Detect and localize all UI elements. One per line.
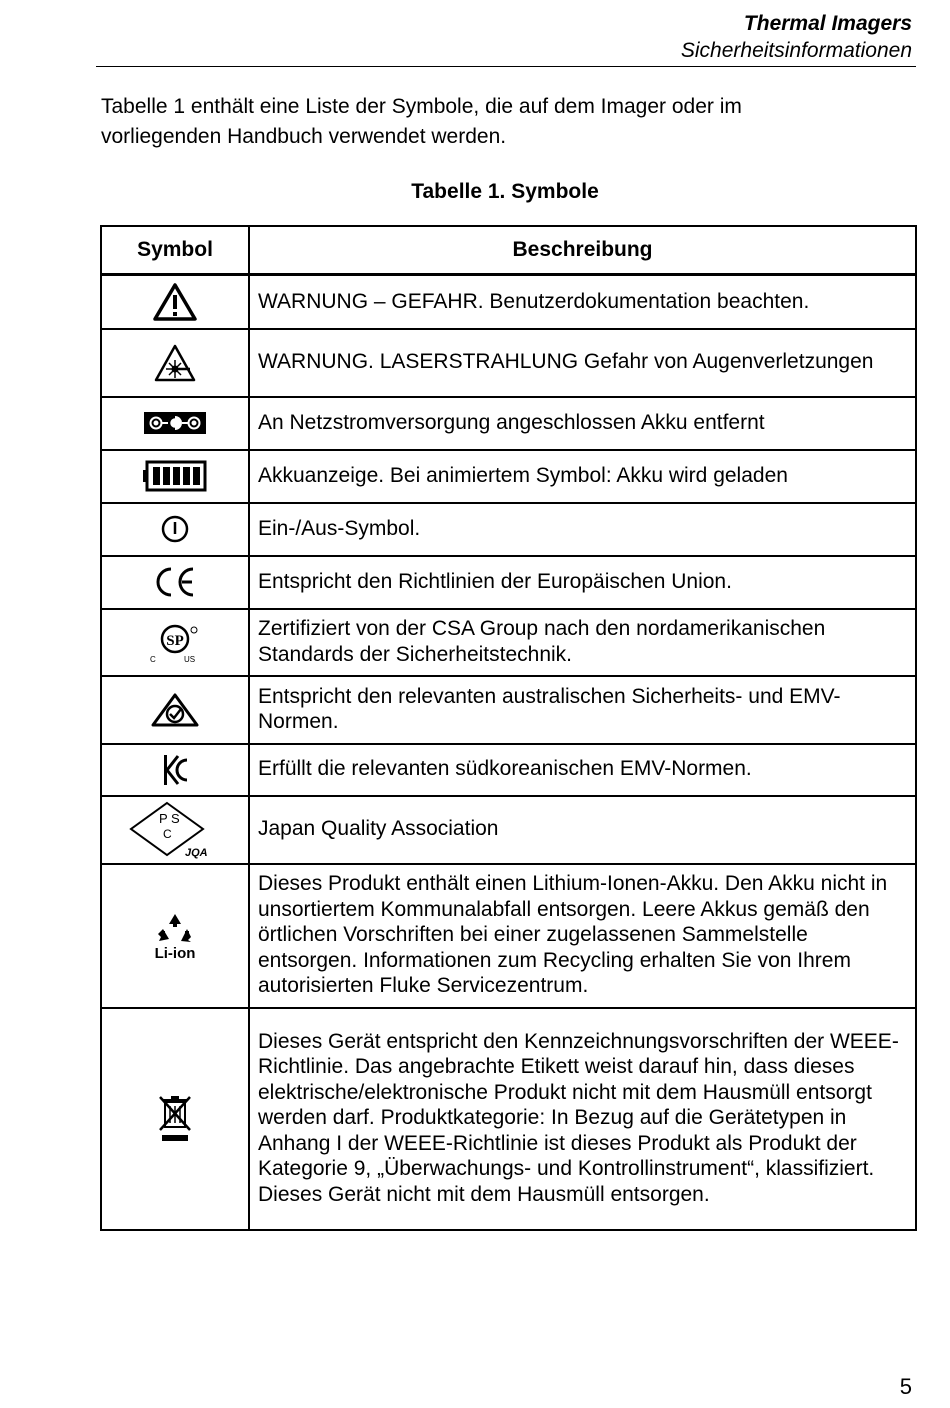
table-row	[101, 503, 916, 556]
running-header	[681, 10, 912, 64]
power-icon	[160, 514, 190, 544]
symbol-cell	[101, 503, 249, 556]
csa-us-label: US	[184, 655, 196, 664]
symbol-cell	[101, 1008, 249, 1230]
symbol-cell	[101, 556, 249, 609]
table-row	[101, 864, 916, 1008]
description-cell: Erfüllt die relevanten südkoreanischen EMV-Normen.	[249, 744, 916, 796]
csa-icon	[145, 620, 205, 664]
symbol-cell	[101, 397, 249, 450]
symbol-cell	[101, 609, 249, 676]
header-title: Thermal Imagers	[743, 12, 912, 35]
page-number: 5	[899, 1374, 912, 1399]
rcm-icon	[150, 692, 200, 728]
table-row	[101, 796, 916, 864]
description-cell: Japan Quality Association	[249, 796, 916, 864]
li-ion-recycle-icon	[147, 911, 203, 961]
header-subtitle: Sicherheitsinformationen	[680, 39, 912, 62]
table-row	[101, 329, 916, 397]
description-cell: Zertifiziert von der CSA Group nach den nordamerikanischen Standards der Sicherheitstechnik.	[249, 609, 916, 676]
column-header-description: Beschreibung	[249, 226, 916, 275]
table-row	[101, 556, 916, 609]
table-row	[101, 1008, 916, 1230]
mains-battery-removed-icon	[142, 410, 208, 436]
description-cell: Akkuanzeige. Bei animiertem Symbol: Akku wird geladen	[249, 450, 916, 503]
table-row	[101, 676, 916, 744]
laser-warning-icon	[153, 343, 197, 383]
table-row	[101, 397, 916, 450]
description-cell: Dieses Produkt enthält einen Lithium-Ionen-Akku. Den Akku nicht in unsortiertem Kommunalabfall entsorgen. Leere Akkus gemäß den örtlichen Vorschriften bei einer zugelassenen Sammelstelle entsorgen. Informationen zum Recycling erhalten Sie von Ihrem autorisierten Fluke Servicezentrum.	[249, 864, 916, 1008]
pse-c-label: C	[163, 826, 172, 841]
table-row	[101, 450, 916, 503]
pse-s-label: S	[171, 810, 180, 826]
symbol-cell	[101, 450, 249, 503]
symbol-cell	[101, 864, 249, 1008]
symbol-cell	[101, 744, 249, 796]
table-row	[101, 744, 916, 796]
ce-mark-icon	[153, 566, 197, 598]
description-cell: Entspricht den relevanten australischen Sicherheits- und EMV-Normen.	[249, 676, 916, 744]
column-header-symbol: Symbol	[101, 226, 249, 275]
weee-icon	[157, 1094, 193, 1144]
symbol-cell	[101, 329, 249, 397]
warning-icon	[152, 282, 198, 322]
csa-c-label: C	[150, 655, 156, 664]
table-caption: Tabelle 1. Symbole	[411, 180, 599, 203]
header-rule	[96, 66, 916, 67]
description-cell: Dieses Gerät entspricht den Kennzeichnungsvorschriften der WEEE-Richtlinie. Das angebrachte Etikett weist darauf hin, dass dieses elektrische/elektronische Produkt nicht mit dem Hausmüll entsorgt werden darf. Produktkategorie: In Bezug auf die Gerätetypen in Anhang I der WEEE-Richtlinie ist dieses Produkt als Produkt der Kategorie 9, „Überwachungs- und Kontrollinstrument“, klassifiziert. Dieses Gerät nicht mit dem Hausmüll entsorgen.	[249, 1008, 916, 1230]
intro-paragraph: Tabelle 1 enthält eine Liste der Symbole, die auf dem Imager oder im vorliegenden Handbuch verwendet werden.	[101, 95, 742, 148]
svg-text:SP: SP	[166, 633, 184, 649]
li-ion-label: Li-ion	[154, 944, 196, 961]
symbol-cell	[101, 676, 249, 744]
kc-mark-icon	[160, 752, 190, 788]
symbols-table	[100, 225, 917, 1231]
table-row	[101, 275, 916, 329]
description-cell: Entspricht den Richtlinien der Europäischen Union.	[249, 556, 916, 609]
description-cell: WARNUNG. LASERSTRAHLUNG Gefahr von Augenverletzungen	[249, 329, 916, 397]
pse-p-label: P	[159, 810, 168, 826]
description-cell: Ein-/Aus-Symbol.	[249, 503, 916, 556]
table-header-row	[101, 226, 916, 275]
table-row	[101, 609, 916, 676]
battery-icon	[143, 460, 207, 492]
description-cell: An Netzstromversorgung angeschlossen Akku entfernt	[249, 397, 916, 450]
description-cell: WARNUNG – GEFAHR. Benutzerdokumentation beachten.	[249, 275, 916, 329]
pse-jqa-icon	[127, 800, 223, 860]
symbol-cell	[101, 796, 249, 864]
pse-jqa-label: JQA	[185, 846, 208, 859]
symbol-cell	[101, 275, 249, 329]
